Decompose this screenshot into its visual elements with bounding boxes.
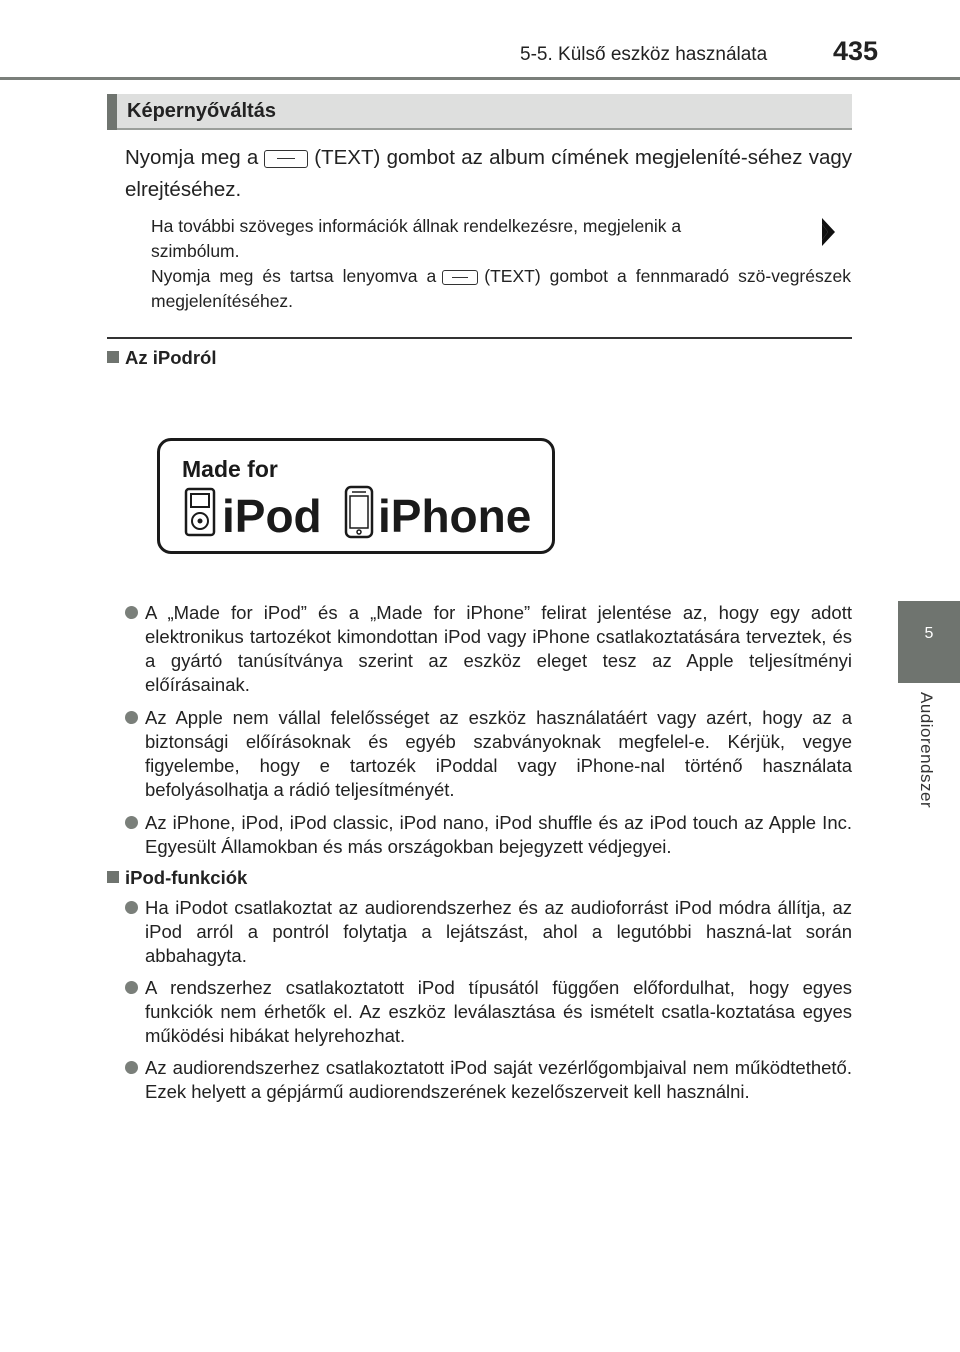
- section-title: Képernyőváltás: [127, 100, 276, 122]
- section-divider: [107, 337, 852, 339]
- chapter-number: 5: [924, 625, 934, 642]
- ipod-bullet-2: [125, 706, 852, 802]
- note-line-1: Ha további szöveges információk állnak rendelkezésre, megjelenik a: [151, 216, 682, 236]
- note-line-2: szimbólum.: [151, 241, 240, 261]
- functions-heading: [107, 867, 247, 889]
- bullet-dot-icon: [125, 816, 138, 829]
- logo-ipod-word: iPod: [222, 490, 322, 542]
- logo-iphone-word: iPhone: [378, 490, 532, 542]
- functions-heading-text: iPod-funkciók: [125, 867, 248, 888]
- logo-made-for: Made for: [182, 456, 278, 482]
- made-for-ipod-iphone-logo: [157, 438, 555, 554]
- note-line-3: [151, 264, 851, 314]
- bullet-dot-icon: [125, 606, 138, 619]
- text-button-icon: [264, 150, 308, 168]
- ipod-heading: [107, 347, 216, 369]
- bullet-dot-icon: [125, 711, 138, 724]
- header-rule: [0, 77, 960, 80]
- section-accent: [107, 94, 117, 130]
- functions-bullet-2-text: A rendszerhez csatlakoztatott iPod típusától függően előfordulhat, hogy egyes funkciók nem érhetők el. Az eszköz leválasztása és ismételt csatla-koztatása egyes működési hibákat helyrehozhat.: [145, 977, 852, 1046]
- heading-square-icon: [107, 351, 119, 363]
- heading-square-icon: [107, 871, 119, 883]
- more-text-arrow-icon: [820, 218, 836, 246]
- bullet-dot-icon: [125, 981, 138, 994]
- note-line-3a: Nyomja meg és tartsa lenyomva a: [151, 266, 437, 286]
- text-button-icon-small: [442, 270, 478, 285]
- ipod-heading-text: Az iPodról: [125, 347, 217, 368]
- bullet-dot-icon: [125, 1061, 138, 1074]
- page-number: 435: [833, 36, 879, 66]
- functions-bullet-3: [125, 1056, 852, 1104]
- logo-graphic: [160, 441, 551, 550]
- main-text-b: (TEXT) gombot az album címének megjeleníté-séhez vagy elrejtéséhez.: [125, 146, 852, 201]
- note-line-3b: (TEXT) gombot a fennmaradó szö-vegrészek megjelenítéséhez.: [151, 266, 851, 311]
- ipod-bullet-1-text: A „Made for iPod” és a „Made for iPhone” felirat jelentése az, hogy egy adott elektronikus tartozékot kimondottan iPod vagy iPhone csatlakoztatására terveztek, és a gyártó tanúsítványa szerint az eszköz eleget tesz az Apple teljesítményi előírásainak.: [145, 602, 852, 695]
- chapter-label: Audiorendszer: [917, 692, 936, 809]
- bullet-dot-icon: [125, 901, 138, 914]
- ipod-bullet-1: [125, 601, 852, 697]
- functions-bullet-1-text: Ha iPodot csatlakoztat az audiorendszerhez és az audioforrást iPod módra állítja, az iPod arról a pontról folytatja a lejátszást, ahol a legutóbbi haszná-lat során abbahagyta.: [145, 897, 852, 966]
- ipod-device-icon: [186, 489, 214, 535]
- functions-bullet-1: [125, 896, 852, 968]
- chapter-tab: [898, 601, 960, 683]
- iphone-device-icon: [346, 487, 372, 537]
- functions-bullet-2: [125, 976, 852, 1048]
- ipod-bullet-2-text: Az Apple nem vállal felelősséget az eszköz használatáért vagy azért, hogy az a biztonsági előírásoknak és egyéb szabványoknak megfelel-e. Kérjük, vegye figyelembe, hogy e tartozék iPoddal vagy iPhone-nal történő használata befolyásolhatja a rádió teljesítményét.: [145, 707, 852, 800]
- section-header: [107, 94, 852, 130]
- main-text-a: Nyomja meg a: [125, 146, 259, 169]
- functions-bullet-3-text: Az audiorendszerhez csatlakoztatott iPod saját vezérlőgombjaival nem működtethető. Ezek helyett a gépjármű audiorendszerének kezelőszerveit kell használni.: [145, 1057, 852, 1102]
- ipod-bullet-3-text: Az iPhone, iPod, iPod classic, iPod nano, iPod shuffle és az iPod touch az Apple Inc. Egyesült Államokban és más országokban bejegyzett védjegyei.: [145, 812, 852, 857]
- header-title: 5-5. Külső eszköz használata: [520, 44, 768, 65]
- note-block: [151, 214, 851, 314]
- ipod-bullet-3: [125, 811, 852, 859]
- main-instruction: [125, 142, 852, 206]
